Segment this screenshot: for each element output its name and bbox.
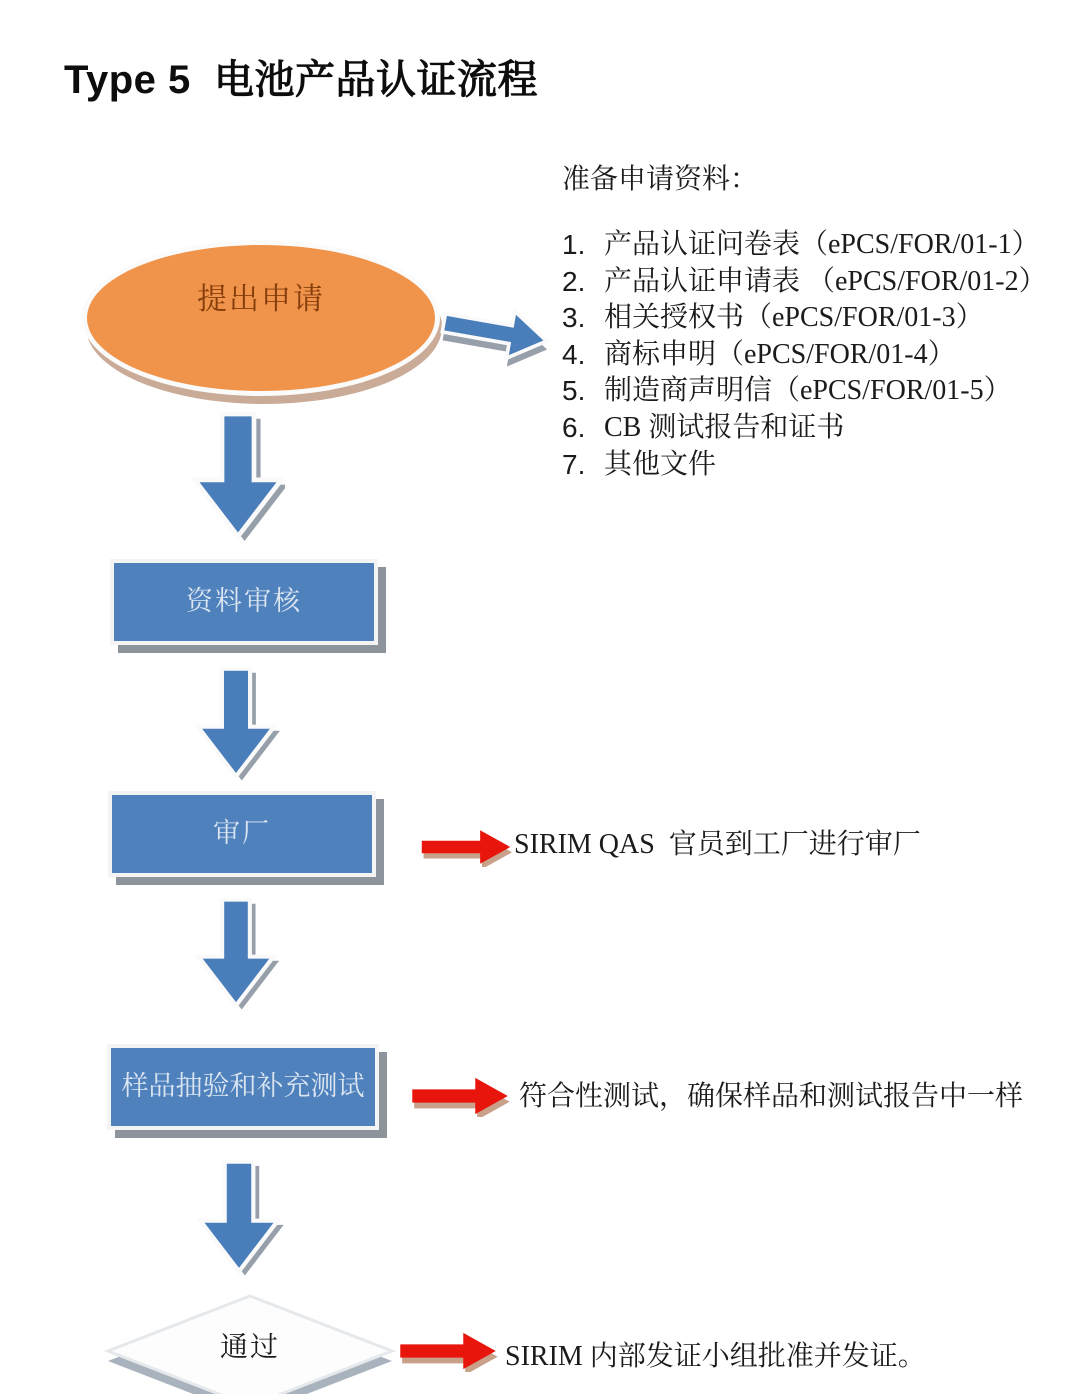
flow-step-factory-audit — [108, 791, 376, 877]
arrow-down-icon — [191, 1160, 287, 1278]
flow-step-label: 资料审核 — [186, 586, 302, 616]
prepare-heading: 准备申请资料： — [562, 164, 759, 195]
list-item: 3. 相关授权书（ePCS/FOR/01-3） — [562, 302, 984, 334]
flow-step-label: 样品抽验和补充测试 — [121, 1071, 365, 1101]
annotation-audit: SIRIM QAS 官员到工厂进行审厂 — [514, 829, 921, 860]
list-item: 4. 商标申明（ePCS/FOR/01-4） — [562, 338, 956, 370]
annotation-approve: SIRIM 内部发证小组批准并发证。 — [505, 1341, 926, 1372]
arrow-down-icon — [189, 898, 283, 1012]
arrow-right-red-icon — [398, 1330, 498, 1372]
flow-step-sample-testing — [107, 1044, 379, 1130]
flow-decision-label: 通过 — [219, 1332, 280, 1363]
page-title: Type 5 电池产品认证流程 — [64, 58, 538, 102]
flow-start-ellipse — [82, 240, 440, 396]
arrow-right-blue-icon — [436, 291, 556, 375]
flow-step-document-review — [110, 559, 378, 645]
list-item: 2. 产品认证申请表 （ePCS/FOR/01-2） — [562, 265, 1047, 297]
arrow-right-red-icon — [410, 1075, 510, 1117]
arrow-down-icon — [189, 667, 283, 783]
prepare-list — [562, 227, 1047, 483]
flow-step-label: 审厂 — [213, 818, 271, 848]
arrow-down-icon — [191, 412, 285, 544]
list-item: 7. 其他文件 — [562, 448, 717, 480]
list-item: 1. 产品认证问卷表（ePCS/FOR/01-1） — [562, 229, 1040, 260]
annotation-sample: 符合性测试，确保样品和测试报告中一样 — [519, 1081, 1024, 1112]
list-item: 6. CB 测试报告和证书 — [562, 411, 845, 443]
flow-start-label: 提出申请 — [197, 283, 325, 316]
list-item: 5. 制造商声明信（ePCS/FOR/01-5） — [562, 375, 1012, 407]
arrow-right-red-icon — [420, 827, 512, 867]
